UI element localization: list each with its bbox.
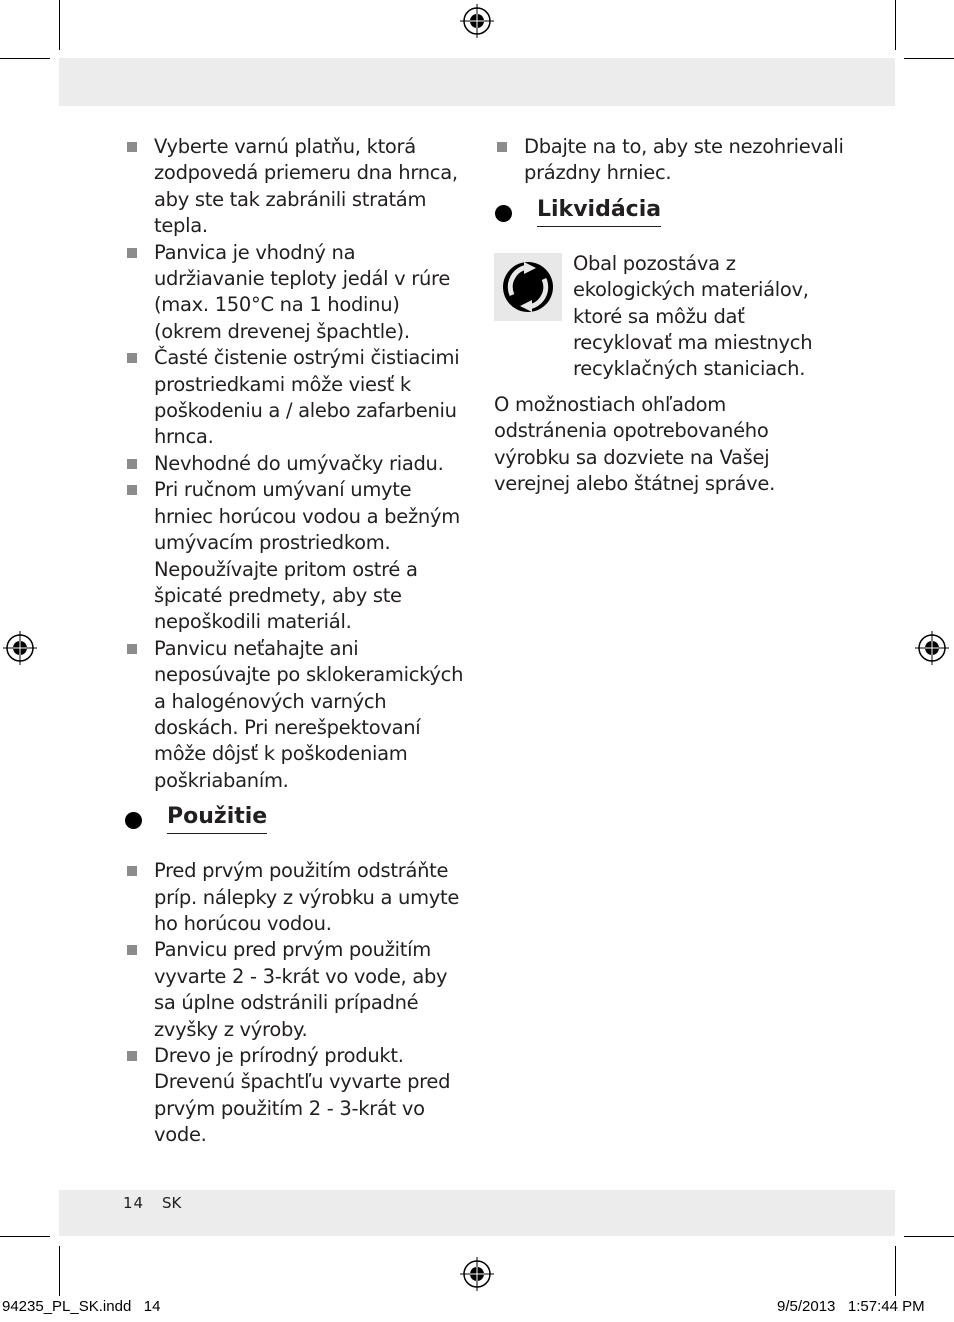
footer-band (59, 1190, 895, 1236)
care-instructions-list (124, 134, 469, 794)
right-column (494, 134, 844, 497)
square-bullet-icon (127, 142, 137, 152)
crop-mark-bottom-left-h (0, 1236, 50, 1237)
square-bullet-icon (127, 945, 137, 955)
square-bullet-icon (127, 644, 137, 654)
square-bullet-icon (127, 248, 137, 258)
square-bullet-icon (127, 459, 137, 469)
square-bullet-icon (127, 1051, 137, 1061)
usage-heading-title: Použitie (167, 802, 267, 834)
left-column (124, 134, 469, 1149)
green-dot-recycling-icon (494, 253, 562, 321)
usage-list (124, 858, 469, 1148)
crop-mark-top-left-h (0, 58, 50, 59)
square-bullet-icon (127, 866, 137, 876)
list-item: Panvicu pred prvým použitím vyvarte 2 - 3-krát vo vode, aby sa úplne odstránili prípadné zvyšky z výroby. (124, 937, 469, 1043)
list-item: Dbajte na to, aby ste nezohrievali prázdny hrniec. (494, 134, 844, 187)
square-bullet-icon (127, 353, 137, 363)
list-item: Vyberte varnú platňu, ktorá zodpovedá priemeru dna hrnca, aby ste tak zabránili stratám tepla. (124, 134, 469, 240)
slug-file-info: 94235_PL_SK.indd 14 (2, 1298, 161, 1315)
filled-circle-icon (125, 812, 142, 829)
list-item: Časté čistenie ostrými čistiacimi prostriedkami môže viesť k poškodeniu a / alebo zafarbeniu hrnca. (124, 345, 469, 451)
crop-mark-top-right-h (904, 58, 954, 59)
warning-list (494, 134, 844, 187)
registration-mark-bottom-icon (460, 1257, 494, 1291)
list-item: Drevo je prírodný produkt. Drevenú špachtľu vyvarte pred prvým použitím 2 - 3-krát vo vode. (124, 1043, 469, 1149)
crop-mark-bottom-right-h (904, 1236, 954, 1237)
registration-mark-left-icon (3, 631, 37, 665)
recycling-info (494, 251, 844, 384)
crop-mark-bottom-left-v (59, 1246, 60, 1296)
registration-mark-top-icon (460, 4, 494, 38)
usage-section-heading (124, 806, 469, 846)
list-item: Pri ručnom umývaní umyte hrniec horúcou vodou a bežným umývacím prostriedkom. Nepoužívajte pritom ostré a špicaté predmety, aby ste nepoškodili materiál. (124, 477, 469, 635)
disposal-paragraph: O možnostiach ohľadom odstránenia opotrebovaného výrobku sa dozviete na Vašej verejnej alebo štátnej správe. (494, 392, 775, 496)
square-bullet-icon (497, 142, 507, 152)
list-item: Nevhodné do umývačky riadu. (124, 451, 469, 477)
header-band (59, 58, 895, 106)
list-item: Panvicu neťahajte ani neposúvajte po sklokeramických a halogénových varných doskách. Pri nerešpektovaní môže dôjsť k poškodeniam poškriabaním. (124, 636, 469, 794)
disposal-heading-title: Likvidácia (537, 195, 661, 227)
slug-timestamp: 9/5/2013 1:57:44 PM (777, 1298, 925, 1315)
list-item: Pred prvým použitím odstráňte príp. nálepky z výrobku a umyte ho horúcou vodou. (124, 858, 469, 937)
filled-circle-icon (495, 205, 512, 222)
page-language: SK (162, 1194, 182, 1212)
crop-mark-top-right-v (895, 0, 896, 50)
recycling-text: Obal pozostáva z ekologických materiálov, ktoré sa môžu dať recyklovať ma miestnych recyklačných staniciach. (573, 251, 813, 381)
page-number: 14 (123, 1194, 145, 1212)
disposal-section-heading (494, 196, 844, 239)
crop-mark-bottom-right-v (895, 1246, 896, 1296)
crop-mark-top-left-v (59, 0, 60, 50)
list-item: Panvica je vhodný na udržiavanie teploty jedál v rúre (max. 150°C na 1 hodinu) (okrem drevenej špachtle). (124, 240, 469, 346)
registration-mark-right-icon (915, 631, 949, 665)
square-bullet-icon (127, 485, 137, 495)
